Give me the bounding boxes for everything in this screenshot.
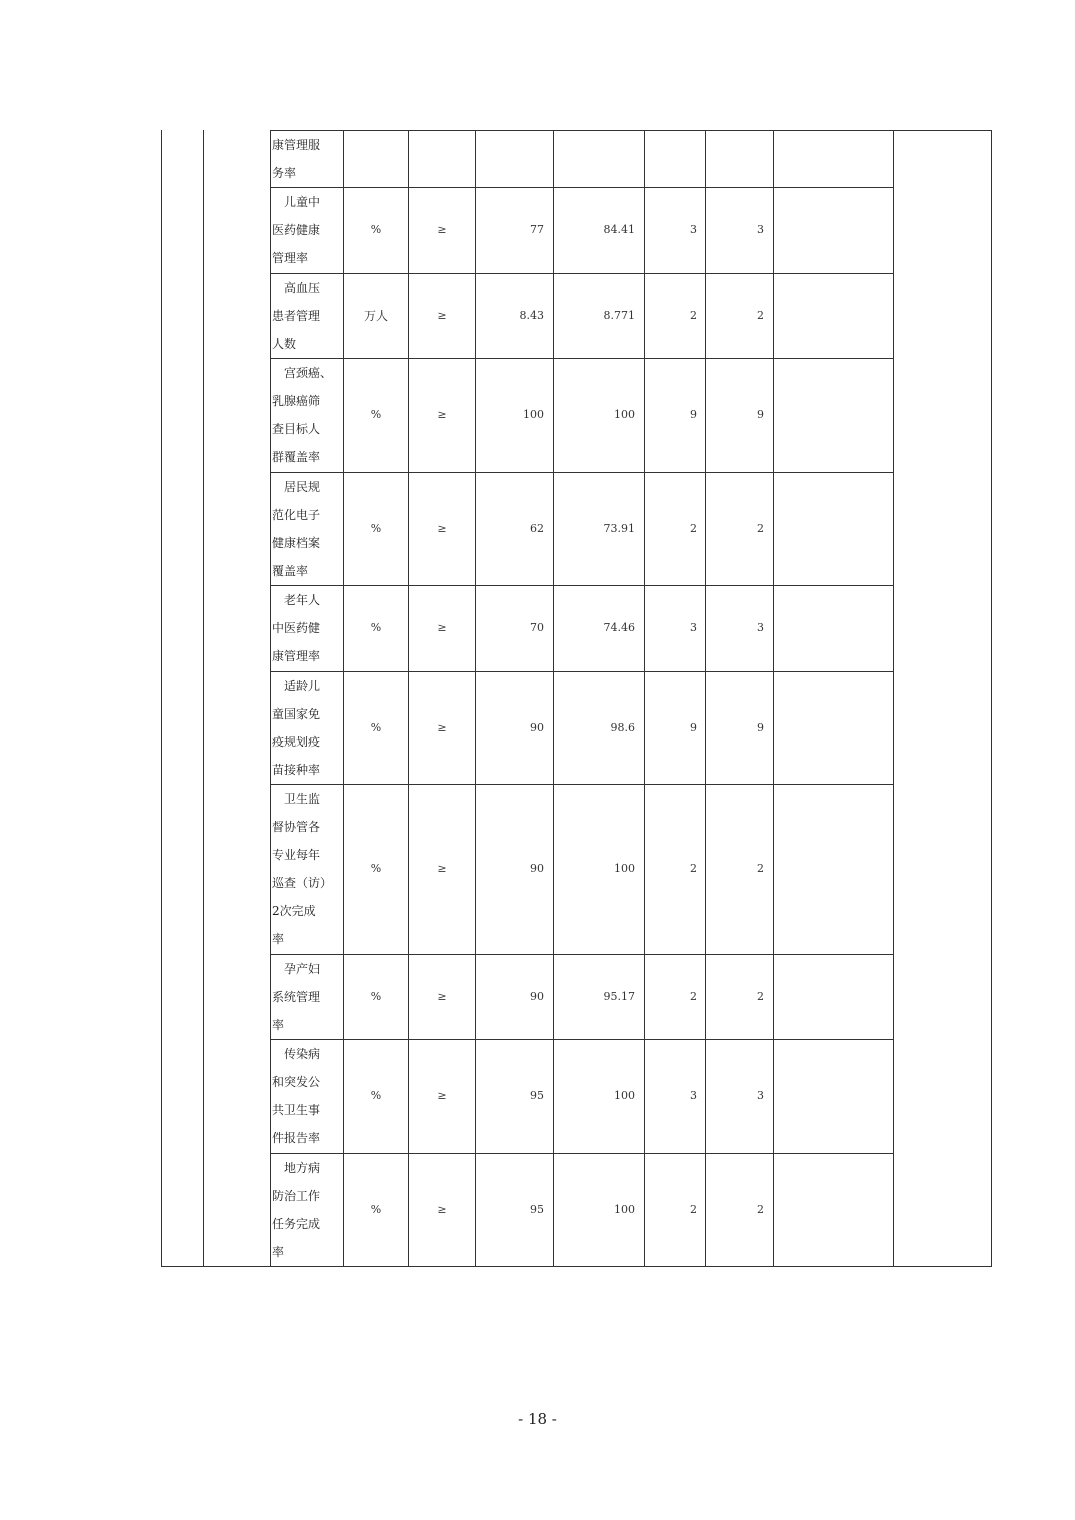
indicator-name-line: 系统管理	[272, 989, 321, 1004]
indicator-name-line: 居民规	[284, 479, 321, 494]
indicator-name	[272, 586, 342, 670]
indicator-name-line: 管理率	[272, 251, 309, 265]
cell-weight: 2	[690, 521, 697, 535]
cell-actual: 84.41	[603, 223, 635, 236]
indicator-name	[272, 785, 342, 953]
cell-target: 100	[523, 408, 544, 421]
table-horizontal-rule	[270, 273, 893, 274]
indicator-name	[272, 473, 342, 585]
cell-score: 3	[757, 621, 764, 634]
cell-score: 9	[757, 408, 764, 421]
cell-target: 95	[530, 1202, 544, 1216]
indicator-name	[272, 672, 342, 784]
table-vertical-rule	[203, 130, 204, 1267]
indicator-name-line: 查目标人	[272, 422, 321, 436]
cell-score: 2	[757, 989, 764, 1003]
cell-target: 90	[530, 989, 544, 1003]
indicator-name-line: 共卫生事	[272, 1103, 321, 1117]
cell-operator: ≥	[437, 720, 447, 734]
cell-operator: ≥	[437, 521, 447, 535]
indicator-name-line: 康管理服	[272, 137, 321, 152]
cell-operator: ≥	[437, 408, 447, 421]
cell-unit: %	[370, 862, 382, 875]
cell-actual: 95.17	[603, 989, 635, 1003]
cell-unit: %	[370, 1089, 382, 1102]
indicator-name-line: 苗接种率	[272, 762, 321, 777]
cell-operator: ≥	[437, 862, 447, 875]
indicator-name-line: 防治工作	[272, 1188, 321, 1203]
cell-unit: %	[370, 621, 382, 634]
cell-score: 2	[757, 1202, 764, 1216]
table-horizontal-rule	[270, 187, 893, 188]
cell-target: 77	[530, 223, 544, 236]
cell-weight: 3	[690, 1089, 697, 1102]
table-vertical-rule	[270, 130, 271, 1266]
cell-weight: 9	[690, 720, 697, 734]
cell-target: 70	[530, 621, 544, 634]
cell-unit: %	[370, 1202, 382, 1216]
indicator-name-line: 适龄儿	[284, 678, 321, 693]
cell-weight: 2	[690, 862, 697, 875]
indicator-name-line: 患者管理	[272, 308, 321, 323]
cell-target: 8.43	[519, 308, 544, 322]
indicator-name-line: 范化电子	[272, 507, 321, 522]
table-horizontal-rule	[270, 1039, 893, 1040]
cell-operator: ≥	[437, 1202, 447, 1216]
cell-actual: 100	[614, 1202, 635, 1216]
cell-target: 62	[530, 521, 544, 535]
cell-unit: %	[370, 521, 382, 535]
cell-actual: 73.91	[603, 521, 635, 535]
cell-score: 3	[757, 223, 764, 236]
cell-score: 3	[757, 1089, 764, 1102]
cell-score: 2	[757, 521, 764, 535]
table-vertical-rule	[893, 130, 894, 1266]
cell-actual: 100	[614, 1089, 635, 1102]
table-horizontal-rule	[270, 358, 893, 359]
table-vertical-rule	[991, 130, 992, 1267]
indicator-name-line: 任务完成	[272, 1216, 321, 1231]
cell-target: 95	[530, 1089, 544, 1102]
indicator-name-line: 2次完成	[272, 904, 316, 918]
cell-actual: 74.46	[603, 621, 635, 634]
cell-weight: 2	[690, 1202, 697, 1216]
cell-score: 2	[757, 862, 764, 875]
cell-actual: 98.6	[610, 720, 635, 734]
indicator-name-line: 人数	[272, 336, 297, 351]
indicator-name	[272, 131, 342, 187]
indicator-name-line: 疫规划疫	[272, 734, 321, 749]
table-horizontal-rule	[161, 1266, 992, 1267]
indicator-name	[272, 955, 342, 1039]
cell-weight: 9	[690, 408, 697, 421]
cell-weight: 3	[690, 223, 697, 236]
cell-actual: 100	[614, 408, 635, 421]
cell-unit: %	[370, 720, 382, 734]
table-horizontal-rule	[270, 784, 893, 785]
table-horizontal-rule	[270, 130, 992, 131]
indicator-name-line: 童国家免	[272, 706, 321, 721]
indicator-name-line: 巡查（访）	[272, 876, 333, 890]
cell-unit: 万人	[363, 308, 388, 323]
table-horizontal-rule	[270, 671, 893, 672]
table-horizontal-rule	[270, 954, 893, 955]
indicator-name-line: 医药健康	[272, 223, 321, 237]
indicator-name-line: 覆盖率	[272, 563, 309, 578]
cell-target: 90	[530, 720, 544, 734]
indicator-name-line: 儿童中	[284, 195, 321, 209]
table-vertical-rule	[773, 130, 774, 1266]
table-horizontal-rule	[270, 585, 893, 586]
indicator-name-line: 督协管各	[272, 820, 321, 834]
cell-operator: ≥	[437, 1089, 447, 1102]
cell-unit: %	[370, 223, 382, 236]
cell-unit: %	[370, 408, 382, 421]
table-vertical-rule	[161, 130, 162, 1267]
indicator-name-line: 老年人	[284, 593, 321, 607]
indicator-name-line: 卫生监	[284, 792, 321, 806]
indicator-name-line: 率	[272, 1244, 285, 1259]
cell-operator: ≥	[437, 308, 447, 322]
cell-weight: 2	[690, 989, 697, 1003]
indicator-name	[272, 274, 342, 358]
indicator-name-line: 高血压	[284, 280, 321, 295]
table-horizontal-rule	[270, 472, 893, 473]
indicator-name-line: 健康档案	[272, 535, 321, 550]
cell-score: 2	[757, 308, 764, 322]
cell-actual: 8.771	[603, 308, 635, 322]
indicator-name-line: 务率	[272, 165, 297, 180]
table-horizontal-rule	[270, 1153, 893, 1154]
cell-operator: ≥	[437, 621, 447, 634]
cell-weight: 3	[690, 621, 697, 634]
cell-operator: ≥	[437, 223, 447, 236]
indicator-name-line: 地方病	[284, 1160, 321, 1175]
cell-operator: ≥	[437, 989, 447, 1003]
indicator-name-line: 中医药健	[272, 621, 321, 635]
page-number: - 18 -	[518, 1410, 557, 1428]
indicator-name-line: 率	[272, 1017, 285, 1032]
indicator-name-line: 专业每年	[272, 848, 321, 862]
cell-unit: %	[370, 989, 382, 1003]
cell-actual: 100	[614, 862, 635, 875]
indicator-name-line: 传染病	[284, 1047, 321, 1061]
indicator-name	[272, 1040, 342, 1152]
indicator-name-line: 宫颈癌、	[284, 366, 333, 380]
indicator-name-line: 和突发公	[272, 1075, 321, 1089]
indicator-name-line: 件报告率	[272, 1131, 321, 1145]
indicator-name	[272, 359, 342, 471]
cell-target: 90	[530, 862, 544, 875]
indicator-name-line: 乳腺癌筛	[272, 394, 321, 408]
indicator-name-line: 孕产妇	[284, 961, 321, 976]
indicator-name	[272, 188, 342, 272]
indicator-name	[272, 1154, 342, 1266]
indicator-name-line: 群覆盖率	[272, 450, 321, 464]
indicator-name-line: 率	[272, 932, 285, 946]
cell-weight: 2	[690, 308, 697, 322]
indicator-name-line: 康管理率	[272, 649, 321, 663]
cell-score: 9	[757, 720, 764, 734]
